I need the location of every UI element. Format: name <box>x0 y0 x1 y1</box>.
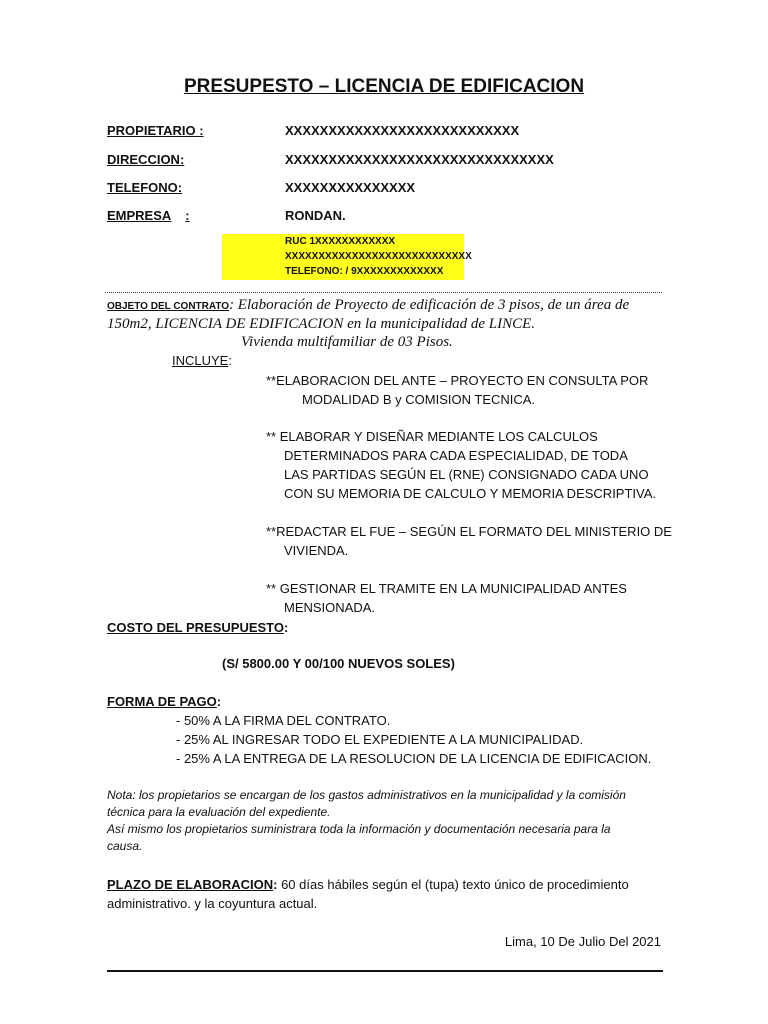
incluye-label: INCLUYE: <box>172 353 232 368</box>
telefono-value: XXXXXXXXXXXXXXX <box>285 180 416 195</box>
propietario-value: XXXXXXXXXXXXXXXXXXXXXXXXXXX <box>285 123 520 138</box>
costo-label: COSTO DEL PRESUPUESTO: <box>107 620 289 635</box>
nota-line-2: técnica para la evaluación del expediente. <box>107 805 331 819</box>
dotted-divider <box>105 292 662 293</box>
incluye-item-2-line-3: LAS PARTIDAS SEGÚN EL (RNE) CONSIGNADO CADA UNO <box>284 467 649 482</box>
nota-line-3: Así mismo los propietarios suministrara toda la información y documentación necesaria para la <box>107 822 611 836</box>
costo-amount: (S/ 5800.00 Y 00/100 NUEVOS SOLES) <box>222 656 455 671</box>
objeto-line3: Vivienda multifamiliar de 03 Pisos. <box>241 334 453 350</box>
objeto-line1: OBJETO DEL CONTRATO: Elaboración de Proyecto de edificación de 3 pisos, de un área de <box>107 297 630 313</box>
empresa-value: RONDAN. <box>285 208 346 223</box>
company-phone: TELEFONO: / 9XXXXXXXXXXXXX <box>285 266 444 277</box>
plazo-line-2: administrativo. y la coyuntura actual. <box>107 896 318 911</box>
fecha: Lima, 10 De Julio Del 2021 <box>504 934 661 949</box>
incluye-item-1-line-1: **ELABORACION DEL ANTE – PROYECTO EN CONSULTA POR <box>266 373 649 388</box>
empresa-label: EMPRESA : <box>107 208 190 223</box>
company-ruc: RUC 1XXXXXXXXXXXX <box>285 236 396 247</box>
company-address: XXXXXXXXXXXXXXXXXXXXXXXXXXXX <box>285 251 472 262</box>
forma-pago-label: FORMA DE PAGO: <box>107 694 222 709</box>
incluye-item-4-line-1: ** GESTIONAR EL TRAMITE EN LA MUNICIPALIDAD ANTES <box>266 581 627 596</box>
incluye-item-1-line-2: MODALIDAD B y COMISION TECNICA. <box>302 392 536 407</box>
incluye-item-2-line-1: ** ELABORAR Y DISEÑAR MEDIANTE LOS CALCULOS <box>266 429 598 444</box>
telefono-label: TELEFONO: <box>107 180 183 195</box>
propietario-label: PROPIETARIO : <box>107 123 204 138</box>
pago-item-2: - 25% AL INGRESAR TODO EL EXPEDIENTE A LA MUNICIPALIDAD. <box>176 732 584 747</box>
incluye-item-2-line-2: DETERMINADOS PARA CADA ESPECIALIDAD, DE TODA <box>284 448 628 463</box>
objeto-line2: 150m2, LICENCIA DE EDIFICACION en la municipalidad de LINCE. <box>107 316 536 332</box>
nota-line-4: causa. <box>107 839 143 853</box>
pago-item-3: - 25% A LA ENTREGA DE LA RESOLUCION DE LA LICENCIA DE EDIFICACION. <box>176 751 652 766</box>
incluye-item-3-line-1: **REDACTAR EL FUE – SEGÚN EL FORMATO DEL MINISTERIO DE <box>266 524 672 539</box>
incluye-item-2-line-4: CON SU MEMORIA DE CALCULO Y MEMORIA DESCRIPTIVA. <box>284 486 657 501</box>
direccion-label: DIRECCION: <box>107 152 185 167</box>
direccion-value: XXXXXXXXXXXXXXXXXXXXXXXXXXXXXXX <box>285 152 554 167</box>
plazo-line-1: PLAZO DE ELABORACION: 60 días hábiles según el (tupa) texto único de procedimiento <box>107 877 629 892</box>
document-title: PRESUPESTO – LICENCIA DE EDIFICACION <box>183 76 585 97</box>
nota-line-1: Nota: los propietarios se encargan de los gastos administrativos en la municipalidad y la comisión <box>107 788 626 802</box>
incluye-item-4-line-2: MENSIONADA. <box>284 600 376 615</box>
signature-line <box>107 970 663 972</box>
pago-item-1: - 50% A LA FIRMA DEL CONTRATO. <box>176 713 391 728</box>
incluye-item-3-line-2: VIVIENDA. <box>284 543 349 558</box>
